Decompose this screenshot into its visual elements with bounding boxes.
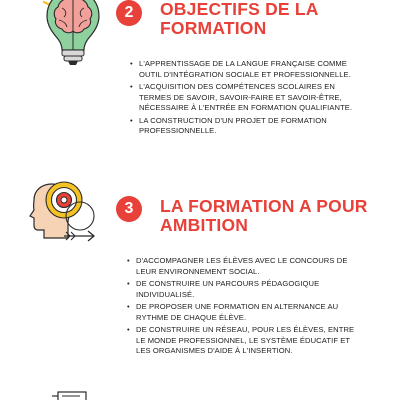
section-2-bullet-list [130,59,362,139]
section-2-title-line-2: FORMATION [160,18,267,38]
lightbulb-brain-icon [40,0,106,66]
section-3-title [160,197,368,235]
section-2-title [160,0,319,38]
section-3-number-badge: 3 [116,196,142,222]
list-item: • DE PROPOSER UNE FORMATION EN ALTERNANCE AU RYTHME DE CHAQUE ÉLÈVE. [127,302,363,323]
document-icon [44,386,94,400]
list-item: • DE CONSTRUIRE UN RÉSEAU, POUR LES ÉLÈVES, ENTRE LE MONDE PROFESSIONNEL, LE SYSTÈME ÉDUCATIF ET LES ORGANISMES D'AIDE À L'INSERTION. [127,325,363,357]
list-item: • D'ACCOMPAGNER LES ÉLÈVES AVEC LE CONCOURS DE LEUR ENVIRONNEMENT SOCIAL. [127,256,363,277]
list-item: • LA CONSTRUCTION D'UN PROJET DE FORMATION PROFESSIONNELLE. [130,116,362,137]
section-3-title-line-1: LA FORMATION A POUR [160,196,368,216]
list-item: • L'APPRENTISSAGE DE LA LANGUE FRANÇAISE COMME OUTIL D'INTÉGRATION SOCIALE ET PROFESSIONNELLE. [130,59,362,80]
section-3-bullet-list [127,256,363,359]
list-item: • L'ACQUISITION DES COMPÉTENCES SCOLAIRES EN TERMES DE SAVOIR, SAVOIR-FAIRE ET SAVOIR-ÊTRE, NÉCESSAIRE À L'ENTRÉE EN FORMATION QUALIFIANTE. [130,82,362,114]
section-2-number-badge: 2 [116,0,142,26]
section-3-title-line-2: AMBITION [160,215,249,235]
section-2-title-line-1: OBJECTIFS DE LA [160,0,319,19]
list-item: • DE CONSTRUIRE UN PARCOURS PÉDAGOGIQUE INDIVIDUALISÉ. [127,279,363,300]
head-target-icon [22,178,98,248]
